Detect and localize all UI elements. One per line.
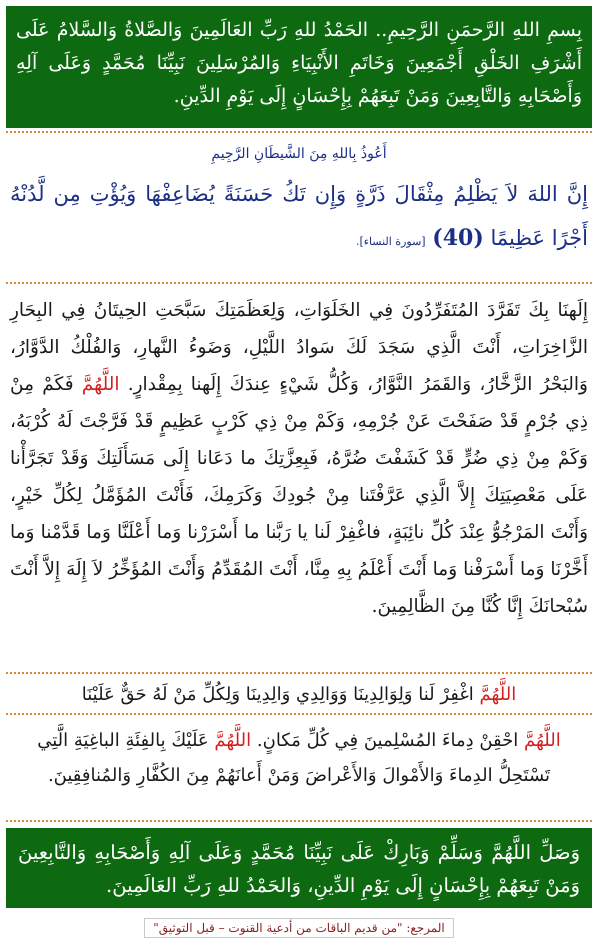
allahumma-highlight: اللَّهُمَّ bbox=[524, 730, 561, 751]
source-reference bbox=[0, 918, 598, 938]
reference-text: المرجع: "من قديم الباقات من أدعية القنوت – قبل التوثيق" bbox=[144, 918, 454, 938]
divider bbox=[6, 672, 592, 674]
taawudh-line: أَعُوذُ بِاللهِ مِنَ الشَّيطَانِ الرَّجِيمِ bbox=[211, 146, 387, 162]
allahumma-highlight: اللَّهُمَّ bbox=[214, 730, 252, 751]
divider bbox=[6, 282, 592, 284]
opening-basmala-box bbox=[6, 6, 592, 128]
opening-text: بِسمِ اللهِ الرَّحمَنِ الرَّحِيمِ.. الحَمْدُ للهِ رَبِّ العَالَمِينَ وَالصَّلاةُ وَالسَّلامُ عَلَى أَشْرَفِ الخَلْقِ أَجْمَعِينَ وَخَاتَمِ الأَنْبِيَاءِ وَالمُرْسَلِينَ نَبِيِّنَا مُحَمَّدٍ وَعَلَى آلِهِ وَأَصْحَابِهِ وَالتَّابِعِينَ وَمَنْ تَبِعَهُمْ بِإِحْسَانٍ إِلَى يَوْمِ الدِّينِ. bbox=[16, 19, 582, 107]
dua-blood-text-2: عَلَيْكَ بِالفِئَةِ الباغِيَةِ الَّتِي تَسْتَحِلُّ الدِماءَ وَالأَمْوالَ وَالأَعْراضَ وَمَنْ أَعانَهُمْ مِنَ الكُفَّارِ وَالمُنافِقِينَ. bbox=[37, 730, 551, 786]
dua-for-muslims bbox=[10, 723, 588, 793]
dua-parents-text: اغْفِرْ لَنا وَلِوَالِدِينَا وَوَالِدِي وَالِدِينَا وَلِكُلِّ مَنْ لَهُ حَقٌّ عَلَيْنَا bbox=[81, 684, 474, 705]
surah-reference: [سورة النساء]. bbox=[355, 235, 426, 248]
prayer-text-part-1: إِلَهنَا بِكَ تَفَرَّدَ المُتَفَرِّدُونَ فِي الخَلَوَاتِ، وَلِعَظَمَتِكَ سَبَّحَتِ الحِيتَانُ فِي البِحَارِ الزَّاخِرَاتِ، أَنْتَ الَّذِي سَجَدَ لَكَ سَوادُ اللَّيْلِ، وَضَوءُ النَّهارِ، وَالفُلْكُ الدَّوَّارُ، وَالبَحْرُ الزَّخَّارُ، وَالقَمَرُ النَّوَّارُ، وَكُلُّ شَيْءٍ عِندَكَ إِلَهنا بِمِقْدارٍ. bbox=[10, 300, 588, 395]
divider bbox=[6, 131, 592, 133]
allahumma-highlight: اللَّهُمَّ bbox=[81, 374, 120, 395]
main-prayer-paragraph bbox=[10, 292, 588, 625]
dua-for-parents bbox=[0, 680, 598, 710]
prayer-text-part-2: فَكَمْ مِنْ ذِي جُرْمٍ قَدْ صَفَحْتَ عَنْ جُرْمِهِ، وَكَمْ مِنْ ذِي كَرْبٍ عَظِيمٍ قَدْ فَرَّجْتَ لَهُ كُرْبَهُ، وَكَمْ مِنْ ذِي ضُرٍّ قَدْ كَشَفْتَ ضُرَّهُ، فَبِعِزَّتِكَ ما دَعَانا إِلَى مَسَأَلَتِكَ وَقَدْ تَجَرَّأْنا عَلَى مَعْصِيَتِكَ إِلاَّ الَّذِي عَرَّفْتَنا مِنْ جُودِكَ وَكَرَمِكَ، فَأَنْتَ المُؤَمَّلُ لِكُلِّ خَيْرٍ، وَأَنْتَ المَرْجُوُّ عِنْدَ كُلِّ نائِبَةٍ، فاغْفِرْ لَنا يا رَبَّنا ما أَسْرَرْنا وَما أَعْلَنَّا وَما قَدَّمْنا وَما أَخَّرْنَا وَما أَسْرَفْنا وَما أَنْتَ أَعْلَمُ بِهِ مِنَّا، أَنْتَ المُقَدِّمُ وَأَنْتَ المُؤَخِّرُ لاَ إِلَهَ إِلاَّ أَنْتَ سُبْحانَكَ إِنَّا كُنَّا مِنَ الظَّالِمِينَ. bbox=[10, 374, 588, 617]
closing-salawat-box bbox=[6, 828, 592, 908]
quran-verse bbox=[10, 172, 588, 264]
dua-blood-text-1: احْقِنْ دِماءَ المُسْلِمينَ فِي كُلِّ مَكانٍ. bbox=[256, 730, 519, 751]
allahumma-highlight: اللَّهُمَّ bbox=[479, 684, 517, 705]
divider bbox=[6, 820, 592, 822]
verse-text: إِنَّ اللهَ لاَ يَظْلِمُ مِثْقَالَ ذَرَّةٍ وَإِن تَكُ حَسَنَةً يُضَاعِفْهَا وَيُؤْتِ مِن لَّدُنْهُ أَجْرًا عَظِيمًا bbox=[10, 182, 588, 250]
divider bbox=[6, 713, 592, 715]
verse-number: (40) bbox=[432, 225, 484, 251]
closing-text: وَصَلِّ اللَّهُمَّ وَسَلِّمْ وَبَارِكْ عَلَى نَبِيِّنَا مُحَمَّدٍ وَعَلَى آلِهِ وَأَصْحَابِهِ وَالتَّابِعِينَ وَمَنْ تَبِعَهُمْ بِإِحْسَانٍ إِلَى يَوْمِ الدِّينِ، وَالحَمْدُ للهِ رَبِّ العَالَمِينَ. bbox=[18, 841, 580, 897]
